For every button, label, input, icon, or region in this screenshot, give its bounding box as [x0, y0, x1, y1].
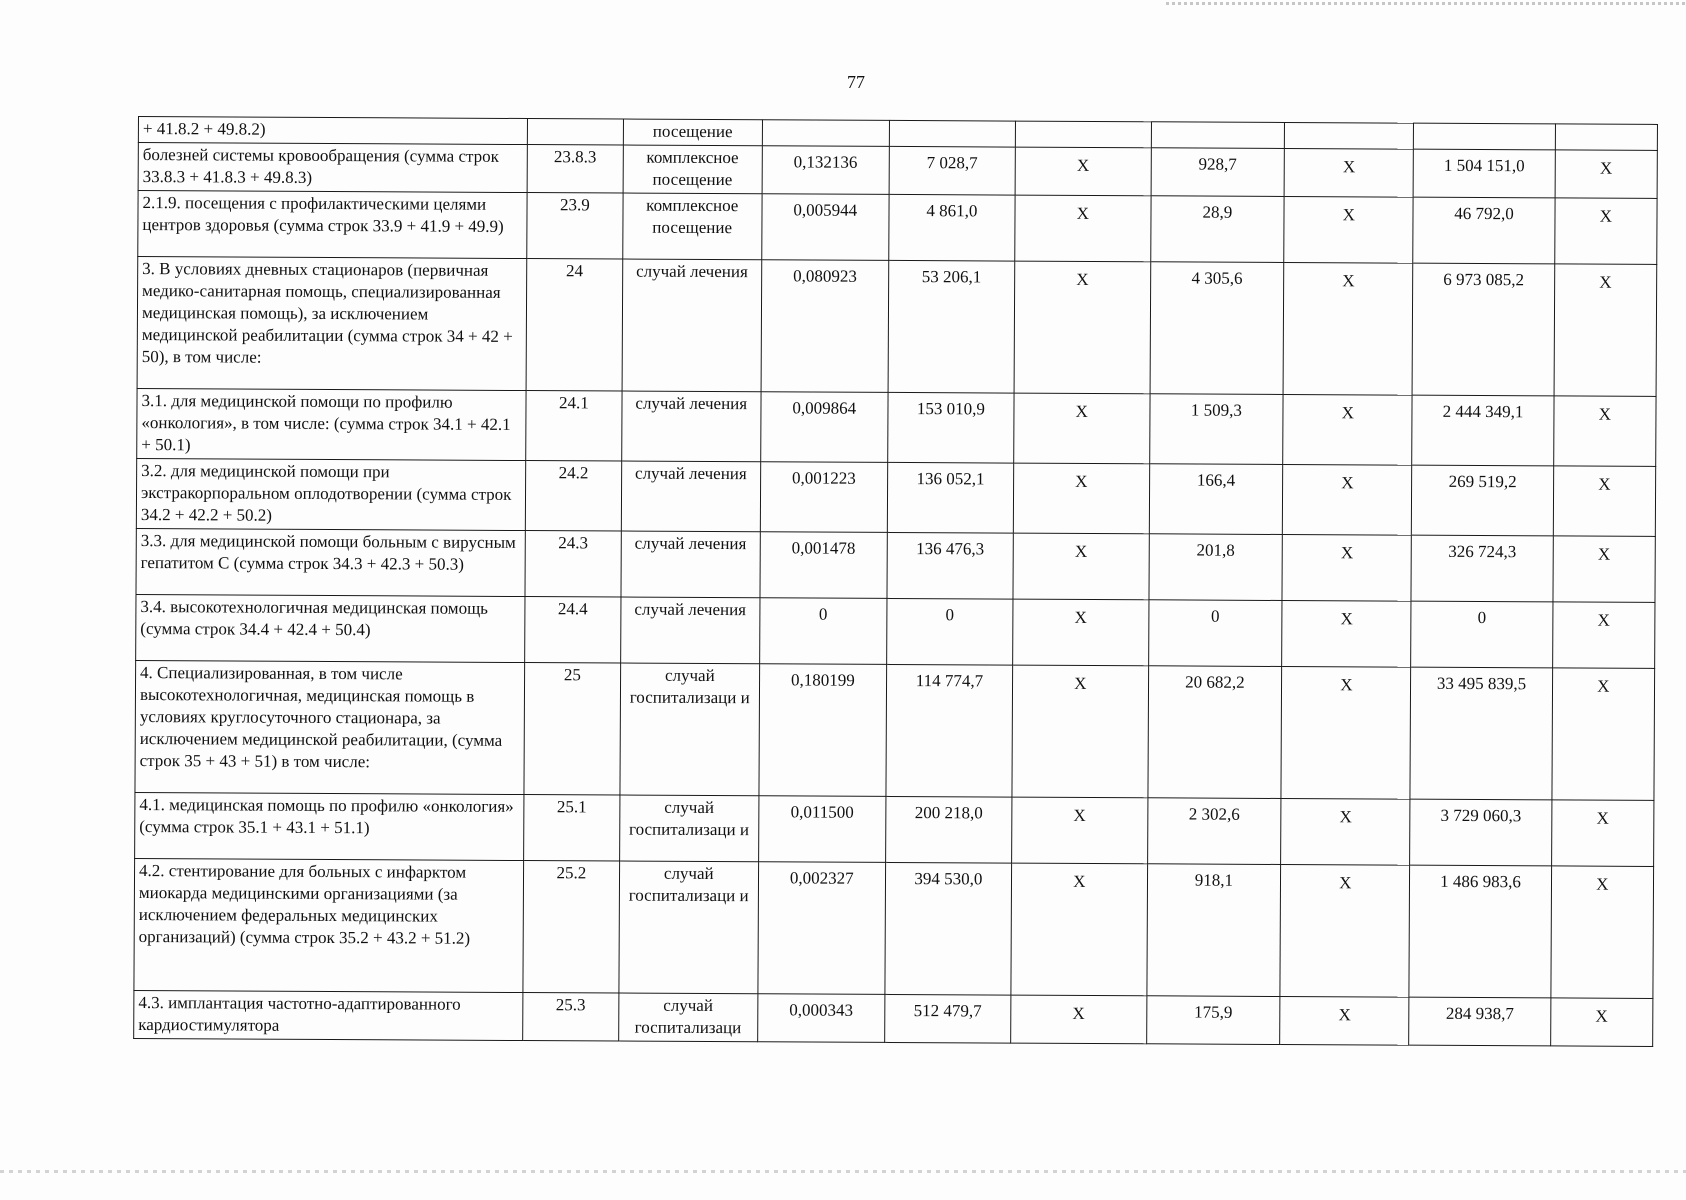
row-x-cell: X — [1283, 263, 1413, 396]
row-cost-cell: 153 010,9 — [888, 392, 1014, 463]
row-x-cell: X — [1011, 797, 1147, 864]
row-x-cell: X — [1013, 533, 1149, 600]
data-table — [133, 116, 1658, 1047]
row-cost-cell — [889, 120, 1015, 147]
row-name-cell: 2.1.9. посещения с профилактическими целями центров здоровья (сумма строк 33.9 + 41.9 + 49.9) — [138, 191, 527, 259]
row-unit-cell: случай госпитализаци и — [619, 861, 759, 994]
row-unit-cell: случай лечения — [622, 259, 762, 392]
row-cost-cell: 200 218,0 — [885, 796, 1011, 863]
row-total-cell: 269 519,2 — [1412, 465, 1553, 536]
row-x-cell: X — [1552, 602, 1655, 669]
table-container — [133, 116, 1658, 1047]
row-code-cell: 24.4 — [525, 597, 621, 664]
row-x-cell: X — [1015, 195, 1151, 262]
row-cost-cell: 4 861,0 — [889, 194, 1015, 261]
row-x-cell: X — [1555, 150, 1658, 199]
row-per-capita-cell: 2 302,6 — [1147, 798, 1281, 865]
row-code-cell: 25 — [524, 663, 621, 796]
row-total-cell: 46 792,0 — [1413, 197, 1554, 264]
table-row — [136, 458, 1655, 536]
row-x-cell: X — [1012, 665, 1148, 798]
row-total-cell: 6 973 085,2 — [1413, 263, 1555, 396]
row-per-capita-cell: 4 305,6 — [1150, 262, 1284, 395]
row-cost-cell: 7 028,7 — [889, 146, 1015, 195]
row-per-capita-cell: 166,4 — [1149, 464, 1283, 535]
row-x-cell: X — [1283, 464, 1413, 535]
row-norm-cell — [762, 120, 889, 147]
row-x-cell: X — [1280, 864, 1410, 997]
row-code-cell: 25.3 — [523, 993, 619, 1042]
table-row — [137, 388, 1656, 466]
row-code-cell: 24 — [526, 259, 623, 392]
row-total-cell: 284 938,7 — [1409, 997, 1550, 1046]
row-norm-cell: 0,002327 — [758, 862, 886, 995]
row-unit-cell: случай лечения — [621, 461, 760, 532]
row-x-cell: X — [1552, 668, 1655, 801]
table-row — [138, 143, 1657, 199]
row-code-cell — [527, 119, 623, 146]
row-name-cell: 3.4. высокотехнологичная медицинская помощь (сумма строк 34.4 + 42.4 + 50.4) — [136, 594, 525, 662]
row-x-cell: X — [1014, 393, 1150, 464]
row-x-cell: X — [1013, 599, 1149, 666]
row-total-cell: 0 — [1411, 601, 1552, 668]
row-per-capita-cell: 0 — [1148, 600, 1282, 667]
scan-artifact-bottom — [0, 1170, 1686, 1173]
row-per-capita-cell: 175,9 — [1146, 996, 1280, 1045]
row-per-capita-cell — [1151, 122, 1285, 149]
table-row — [135, 660, 1655, 800]
row-x-cell: X — [1553, 466, 1656, 537]
row-total-cell: 326 724,3 — [1411, 535, 1552, 602]
page-number: 77 — [847, 72, 865, 92]
table-row — [136, 594, 1655, 668]
row-x-cell — [1555, 124, 1658, 151]
row-norm-cell: 0,180199 — [759, 664, 887, 797]
row-unit-cell: случай госпитализаци и — [620, 663, 760, 796]
row-total-cell: 1 504 151,0 — [1414, 149, 1555, 198]
row-per-capita-cell: 28,9 — [1150, 196, 1284, 263]
row-norm-cell: 0,000343 — [757, 994, 884, 1043]
row-norm-cell: 0,009864 — [760, 392, 887, 463]
row-cost-cell: 136 052,1 — [887, 462, 1013, 533]
row-x-cell: X — [1553, 396, 1656, 467]
row-unit-cell: комплексное посещение — [623, 193, 762, 260]
row-cost-cell: 0 — [886, 598, 1012, 665]
row-per-capita-cell: 1 509,3 — [1149, 394, 1283, 465]
row-code-cell: 24.3 — [525, 531, 621, 598]
row-x-cell: X — [1011, 863, 1147, 996]
row-x-cell: X — [1011, 995, 1147, 1044]
row-x-cell: X — [1284, 197, 1414, 264]
row-cost-cell: 114 774,7 — [886, 664, 1013, 797]
table-row — [134, 858, 1654, 998]
row-code-cell: 24.1 — [526, 391, 622, 462]
row-unit-cell: случай госпитализаци — [618, 993, 757, 1042]
row-x-cell — [1285, 123, 1414, 150]
row-per-capita-cell: 20 682,2 — [1148, 666, 1282, 799]
row-per-capita-cell: 918,1 — [1147, 864, 1281, 997]
row-norm-cell: 0,011500 — [758, 796, 885, 863]
row-x-cell: X — [1554, 264, 1657, 397]
row-x-cell: X — [1014, 261, 1150, 394]
row-total-cell: 1 486 983,6 — [1409, 865, 1551, 998]
row-unit-cell: случай лечения — [620, 597, 759, 664]
table-row — [138, 191, 1657, 265]
row-cost-cell: 136 476,3 — [887, 532, 1013, 599]
row-total-cell: 2 444 349,1 — [1412, 395, 1553, 466]
row-name-cell: 3.1. для медицинской помощи по профилю «онкология», в том числе: (сумма строк 34.1 + 42.1 + 50.1) — [137, 388, 526, 460]
row-x-cell — [1015, 121, 1151, 148]
row-norm-cell: 0,001478 — [760, 532, 887, 599]
row-per-capita-cell: 928,7 — [1151, 148, 1285, 197]
row-total-cell: 3 729 060,3 — [1410, 799, 1551, 866]
row-name-cell: 4. Специализированная, в том числе высокотехнологичная, медицинская помощь в условиях круглосуточного стационара, за исключением медицинской реабилитации, (сумма строк 35 + 43 + 51) в том числе: — [135, 660, 525, 794]
row-name-cell: 3. В условиях дневных стационаров (первичная медико-санитарная помощь, специализированная медицинская помощь), за исключением медицинской реабилитации (сумма строк 34 + 42 + 50), в том числе: — [137, 257, 527, 391]
row-x-cell: X — [1282, 534, 1412, 601]
row-code-cell: 23.9 — [527, 193, 623, 260]
row-x-cell: X — [1013, 463, 1149, 534]
row-cost-cell: 512 479,7 — [885, 994, 1011, 1043]
row-x-cell: X — [1015, 147, 1151, 196]
row-x-cell: X — [1280, 996, 1410, 1045]
row-x-cell: X — [1550, 998, 1653, 1047]
row-code-cell: 24.2 — [525, 461, 621, 532]
row-x-cell: X — [1284, 149, 1414, 198]
row-x-cell: X — [1281, 798, 1411, 865]
table-body — [134, 117, 1658, 1047]
table-row — [136, 528, 1655, 602]
table-row — [135, 792, 1654, 866]
row-name-cell: 3.3. для медицинской помощи больным с вирусным гепатитом С (сумма строк 34.3 + 42.3 + 50.3) — [136, 528, 525, 596]
row-code-cell: 23.8.3 — [527, 145, 623, 194]
row-cost-cell: 53 206,1 — [888, 260, 1015, 393]
row-name-cell: 4.1. медицинская помощь по профилю «онкология» (сумма строк 35.1 + 43.1 + 51.1) — [135, 792, 524, 860]
row-x-cell: X — [1553, 536, 1656, 603]
row-code-cell: 25.1 — [524, 795, 620, 862]
row-name-cell: + 41.8.2 + 49.8.2) — [138, 117, 527, 145]
row-unit-cell: комплексное посещение — [623, 145, 762, 194]
row-norm-cell: 0 — [759, 598, 886, 665]
table-row — [134, 990, 1653, 1046]
row-x-cell: X — [1281, 666, 1411, 799]
row-norm-cell: 0,080923 — [761, 260, 889, 393]
row-x-cell: X — [1283, 395, 1413, 466]
row-total-cell: 33 495 839,5 — [1410, 667, 1552, 800]
row-x-cell: X — [1550, 866, 1653, 999]
scan-artifact-top — [1166, 2, 1686, 5]
row-unit-cell: посещение — [623, 119, 762, 146]
row-name-cell: 4.2. стентирование для больных с инфарктом миокарда медицинскими организациями (за исключением федеральных медицинских организаций) (сумма строк 35.2 + 43.2 + 51.2) — [134, 858, 524, 992]
row-total-cell — [1414, 123, 1555, 150]
row-name-cell: болезней системы кровообращения (сумма строк 33.8.3 + 41.8.3 + 49.8.3) — [138, 143, 527, 193]
row-code-cell: 25.2 — [523, 861, 620, 994]
row-x-cell: X — [1554, 198, 1657, 265]
row-norm-cell: 0,001223 — [760, 462, 887, 533]
row-x-cell: X — [1551, 800, 1654, 867]
row-norm-cell: 0,005944 — [762, 194, 889, 261]
row-name-cell: 4.3. имплантация частотно-адаптированного кардиостимулятора — [134, 990, 523, 1040]
row-cost-cell: 394 530,0 — [885, 862, 1012, 995]
table-row — [137, 257, 1657, 397]
row-unit-cell: случай лечения — [621, 531, 760, 598]
row-unit-cell: случай госпитализаци и — [619, 795, 758, 862]
row-unit-cell: случай лечения — [621, 391, 760, 462]
row-norm-cell: 0,132136 — [762, 146, 889, 195]
row-name-cell: 3.2. для медицинской помощи при экстракорпоральном оплодотворении (сумма строк 34.2 + 42.2 + 50.2) — [136, 458, 525, 530]
row-x-cell: X — [1282, 600, 1412, 667]
row-per-capita-cell: 201,8 — [1149, 534, 1283, 601]
